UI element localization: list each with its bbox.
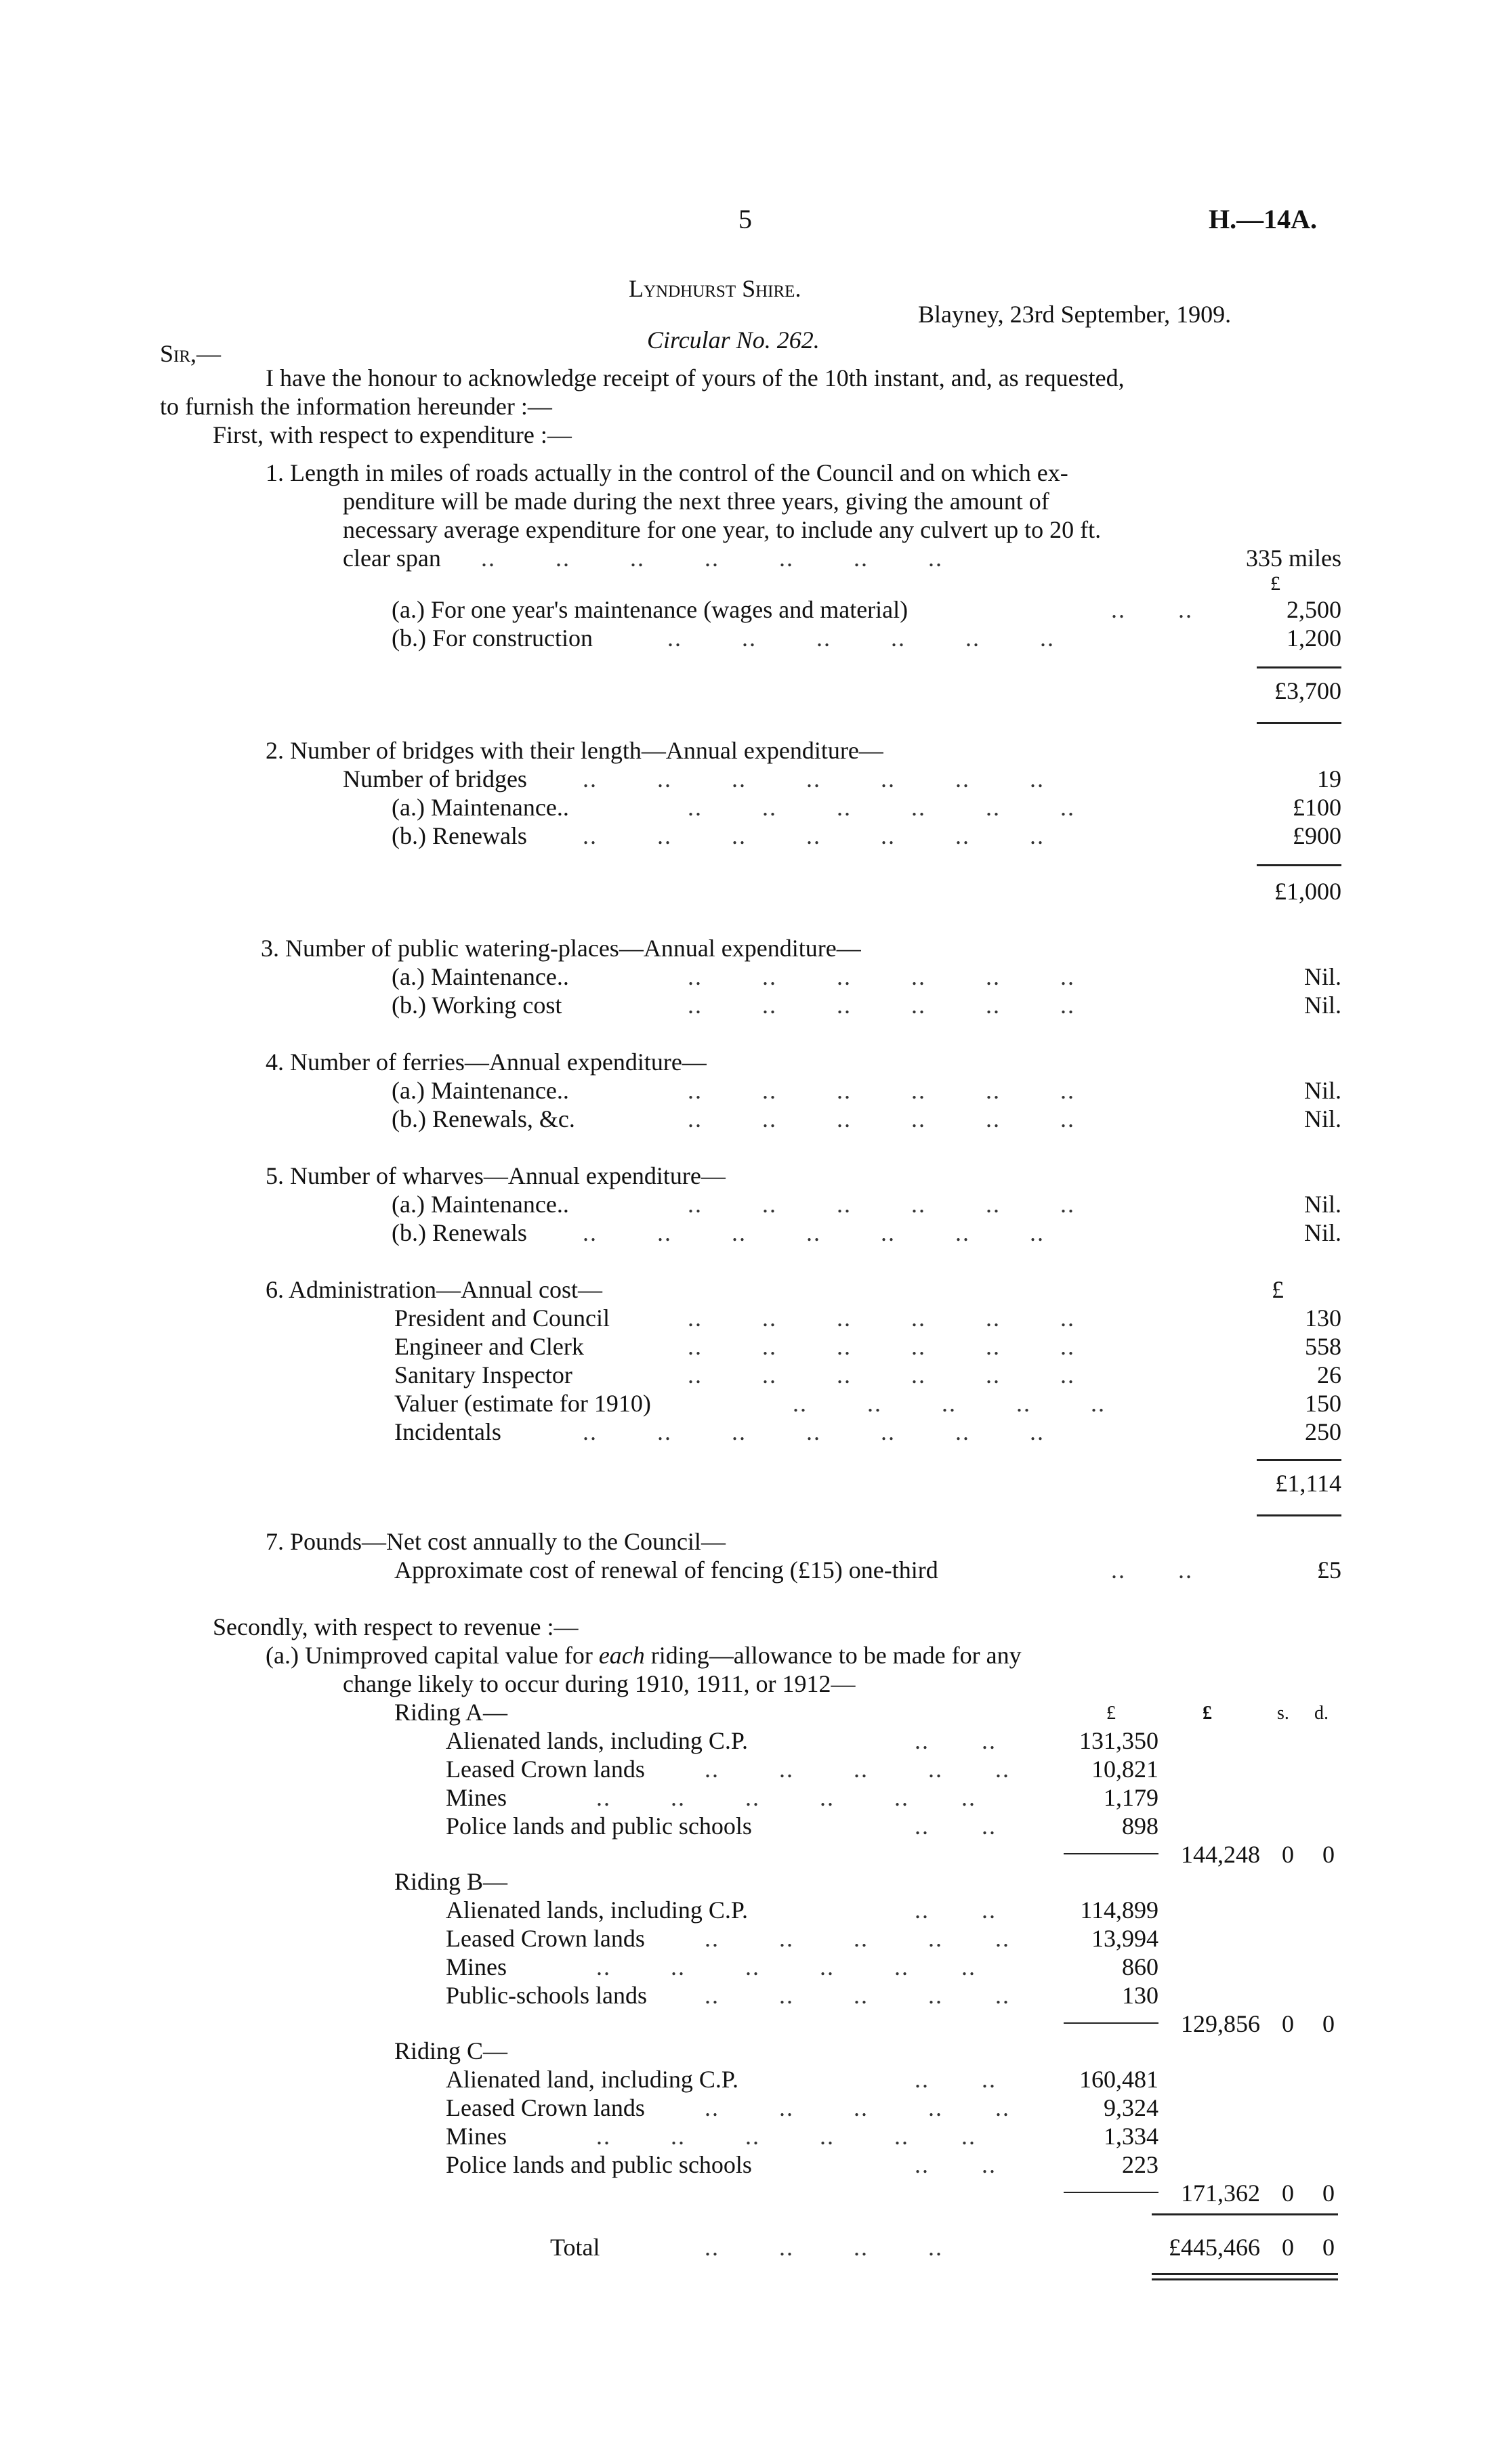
rule [1257, 864, 1341, 866]
item1-total: £3,700 [1274, 677, 1341, 704]
item2-count-value: 19 [1317, 765, 1341, 792]
item6-heading: 6. Administration—Annual cost— [266, 1276, 602, 1303]
leader-dots: .. .. .. .. .. .. [688, 1191, 1075, 1218]
item2-a-label: (a.) Maintenance.. [392, 794, 569, 821]
riding-subtotal-shillings: 0 [1282, 1841, 1294, 1868]
riding-subtotal-shillings: 0 [1282, 2010, 1294, 2037]
item4-b-value: Nil. [1303, 1105, 1341, 1132]
item4-a-value: Nil. [1303, 1077, 1341, 1104]
leader-dots: .. .. [1111, 596, 1193, 623]
grand-total-shillings: 0 [1282, 2234, 1294, 2261]
leader-dots: .. .. .. .. .. .. [596, 2123, 976, 2150]
rule [1257, 722, 1341, 724]
riding-row-value: 130 [1122, 1982, 1158, 2009]
riding-name: Riding A— [394, 1699, 508, 1726]
item1-pound-heading: £ [1270, 572, 1280, 595]
expenditure-heading: First, with respect to expenditure :— [213, 421, 572, 448]
riding-row-label: Alienated lands, including C.P. [446, 1727, 748, 1754]
item6-row-value: 26 [1317, 1361, 1341, 1388]
leader-dots: .. .. .. .. .. .. [688, 794, 1075, 821]
item1-b-label: (b.) For construction [392, 624, 593, 652]
item6-total: £1,114 [1275, 1470, 1341, 1497]
revenue-heading: Secondly, with respect to revenue :— [213, 1613, 579, 1640]
total-label: Total [550, 2234, 600, 2261]
leader-dots: .. .. .. .. .. .. [688, 963, 1075, 990]
riding-row-value: 860 [1122, 1953, 1158, 1980]
item6-row-label: Valuer (estimate for 1910) [394, 1390, 651, 1417]
item1-line2: penditure will be made during the next three years, giving the amount of [343, 488, 1049, 515]
item6-row-value: 150 [1305, 1390, 1341, 1417]
riding-row-label: Mines [446, 1953, 507, 1980]
riding-subtotal: 129,856 [1181, 2010, 1260, 2037]
revenue-a-line1: (a.) Unimproved capital value for each riding—allowance to be made for any [266, 1642, 1022, 1669]
item6-row-value: 558 [1305, 1333, 1341, 1360]
leader-dots: .. .. .. .. .. .. [688, 1304, 1075, 1332]
item7-label: Approximate cost of renewal of fencing (£15) one-third [394, 1556, 938, 1584]
leader-dots: .. .. .. .. .. [705, 1982, 1010, 2009]
riding-row-value: 114,899 [1080, 1896, 1158, 1924]
riding-subtotal-pence: 0 [1322, 1841, 1335, 1868]
riding-name: Riding B— [394, 1868, 508, 1895]
item6-pound-heading: £ [1272, 1276, 1284, 1303]
riding-row-value: 10,821 [1091, 1756, 1158, 1783]
item3-b-label: (b.) Working cost [392, 992, 562, 1019]
leader-dots: .. .. [915, 1727, 997, 1754]
riding-row-value: 1,334 [1104, 2123, 1158, 2150]
item1-b-value: 1,200 [1287, 624, 1341, 652]
riding-subtotal-shillings: 0 [1282, 2180, 1294, 2207]
riding-row-value: 898 [1122, 1812, 1158, 1840]
item2-count-label: Number of bridges [343, 765, 527, 792]
intro-line-1: I have the honour to acknowledge receipt of yours of the 10th instant, and, as requested, [266, 364, 1125, 391]
rule [1257, 666, 1341, 668]
leader-dots: .. .. .. .. .. .. [667, 624, 1055, 652]
riding-row-value: 223 [1122, 2151, 1158, 2178]
riding-subtotal: 144,248 [1181, 1841, 1260, 1868]
item4-b-label: (b.) Renewals, &c. [392, 1105, 575, 1132]
rule [1152, 2273, 1338, 2275]
leader-dots: .. .. .. .. .. .. [688, 1077, 1075, 1104]
item5-a-value: Nil. [1303, 1191, 1341, 1218]
item6-row-label: Incidentals [394, 1418, 501, 1445]
riding-row-label: Public-schools lands [446, 1982, 647, 2009]
salutation: Sir,— [160, 340, 222, 367]
leader-dots: .. .. .. .. .. .. .. [583, 1219, 1045, 1246]
riding-subtotal: 171,362 [1181, 2180, 1260, 2207]
rule [1064, 2022, 1158, 2024]
leader-dots: .. .. .. .. .. .. .. [583, 1418, 1045, 1445]
item3-heading: 3. Number of public watering-places—Annual expenditure— [261, 935, 861, 962]
item7-heading: 7. Pounds—Net cost annually to the Council— [266, 1528, 726, 1555]
item3-b-value: Nil. [1303, 992, 1341, 1019]
item1-miles: 335 miles [1246, 545, 1341, 572]
item7-value: £5 [1317, 1556, 1341, 1584]
leader-dots: .. .. .. .. .. .. [596, 1784, 976, 1811]
leader-dots: .. .. [1111, 1556, 1193, 1584]
leader-dots: .. .. .. .. .. [705, 1925, 1010, 1952]
item1-a-value: 2,500 [1287, 596, 1341, 623]
riding-row-value: 131,350 [1079, 1727, 1158, 1754]
leader-dots: .. .. .. .. [705, 2234, 943, 2261]
item1-line4: clear span [343, 545, 441, 572]
rule [1257, 1459, 1341, 1461]
riding-row-label: Police lands and public schools [446, 2151, 752, 2178]
rule [1152, 2278, 1338, 2280]
leader-dots: .. .. .. .. .. [793, 1390, 1106, 1417]
column-head-pence: d. [1314, 1703, 1329, 1724]
item6-row-label: President and Council [394, 1304, 610, 1332]
item6-row-label: Sanitary Inspector [394, 1361, 572, 1388]
column-head-pounds: £ [1106, 1703, 1116, 1724]
item1-line1: 1. Length in miles of roads actually in the control of the Council and on which ex- [266, 459, 1068, 486]
rule [1064, 1853, 1158, 1854]
item5-heading: 5. Number of wharves—Annual expenditure— [266, 1162, 726, 1189]
item2-b-value: £900 [1293, 822, 1341, 849]
riding-row-label: Leased Crown lands [446, 1925, 645, 1952]
item2-a-value: £100 [1293, 794, 1341, 821]
shire-title: Lyndhurst Shire. [629, 275, 801, 302]
revenue-a-line2: change likely to occur during 1910, 1911, or 1912— [343, 1670, 856, 1697]
riding-row-value: 160,481 [1079, 2066, 1158, 2093]
item6-row-value: 130 [1305, 1304, 1341, 1332]
riding-row-label: Mines [446, 2123, 507, 2150]
rule [1152, 2213, 1338, 2215]
riding-row-label: Alienated lands, including C.P. [446, 1896, 748, 1924]
riding-row-value: 9,324 [1104, 2094, 1158, 2121]
grand-total-pence: 0 [1322, 2234, 1335, 2261]
riding-row-label: Alienated land, including C.P. [446, 2066, 738, 2093]
riding-row-label: Leased Crown lands [446, 1756, 645, 1783]
place-date: Blayney, 23rd September, 1909. [918, 301, 1232, 328]
leader-dots: .. .. .. .. .. .. [688, 992, 1075, 1019]
leader-dots: .. .. [915, 1896, 997, 1924]
rule [1257, 1514, 1341, 1516]
document-reference: H.—14A. [1209, 204, 1317, 234]
leader-dots: .. .. [915, 1812, 997, 1840]
riding-subtotal-pence: 0 [1322, 2010, 1335, 2037]
circular-number: Circular No. 262. [647, 326, 820, 354]
item3-a-value: Nil. [1303, 963, 1341, 990]
leader-dots: .. .. .. .. .. .. [688, 1361, 1075, 1388]
item1-a-label: (a.) For one year's maintenance (wages and material) [392, 596, 908, 623]
intro-line-2: to furnish the information hereunder :— [160, 393, 552, 420]
item5-a-label: (a.) Maintenance.. [392, 1191, 569, 1218]
riding-name: Riding C— [394, 2037, 508, 2064]
leader-dots: .. .. .. .. .. .. [688, 1333, 1075, 1360]
leader-dots: .. .. .. .. .. .. .. [481, 545, 943, 572]
leader-dots: .. .. .. .. .. [705, 2094, 1010, 2121]
riding-row-value: 1,179 [1104, 1784, 1158, 1811]
item3-a-label: (a.) Maintenance.. [392, 963, 569, 990]
column-head-shillings: s. [1277, 1703, 1289, 1724]
leader-dots: .. .. [915, 2151, 997, 2178]
page-number: 5 [738, 204, 752, 234]
item2-total: £1,000 [1274, 878, 1341, 905]
riding-row-value: 13,994 [1091, 1925, 1158, 1952]
leader-dots: .. .. .. .. .. .. .. [583, 822, 1045, 849]
item4-heading: 4. Number of ferries—Annual expenditure— [266, 1048, 707, 1076]
item2-b-label: (b.) Renewals [392, 822, 527, 849]
riding-subtotal-pence: 0 [1322, 2180, 1335, 2207]
leader-dots: .. .. .. .. .. .. .. [583, 765, 1045, 792]
item6-row-label: Engineer and Clerk [394, 1333, 584, 1360]
item4-a-label: (a.) Maintenance.. [392, 1077, 569, 1104]
riding-row-label: Police lands and public schools [446, 1812, 752, 1840]
item2-heading: 2. Number of bridges with their length—Annual expenditure— [266, 737, 883, 764]
leader-dots: .. .. .. .. .. .. [596, 1953, 976, 1980]
leader-dots: .. .. .. .. .. [705, 1756, 1010, 1783]
item5-b-label: (b.) Renewals [392, 1219, 527, 1246]
riding-row-label: Leased Crown lands [446, 2094, 645, 2121]
rule [1064, 2192, 1158, 2193]
leader-dots: .. .. .. .. .. .. [688, 1105, 1075, 1132]
item1-line3: necessary average expenditure for one year, to include any culvert up to 20 ft. [343, 516, 1102, 543]
column-head-pounds: £ [1203, 1703, 1212, 1724]
item6-row-value: 250 [1305, 1418, 1341, 1445]
grand-total: £445,466 [1169, 2234, 1260, 2261]
item5-b-value: Nil. [1303, 1219, 1341, 1246]
leader-dots: .. .. [915, 2066, 997, 2093]
riding-row-label: Mines [446, 1784, 507, 1811]
